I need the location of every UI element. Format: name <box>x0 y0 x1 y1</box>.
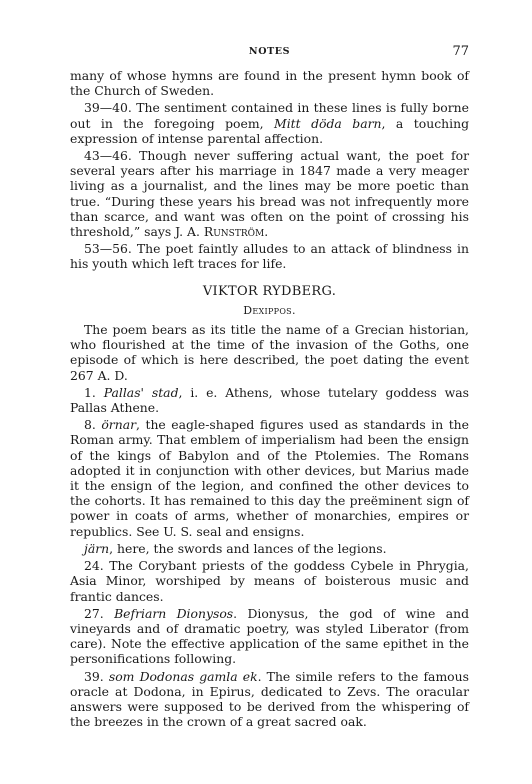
note-lead: 24. <box>84 558 104 574</box>
note-24 <box>70 558 469 604</box>
note-27 <box>70 606 469 667</box>
note-text: Though never suffering actual want, the poet for several years after his marriage in 1847 made a very meager living as a journalist, and the lines may be more poetic than true. “During these years his bread was not infrequently more than scarce, and want was often on the point of crossing his threshold,” says J. A. <box>70 148 469 240</box>
note-text: , here, the swords and lances of the legions. <box>109 540 387 556</box>
page-number: 77 <box>452 44 469 59</box>
note-text: , a touching expression of intense parental affection. <box>70 115 470 146</box>
note-53-56 <box>70 241 469 271</box>
note-39-40 <box>70 100 469 146</box>
note-43-46 <box>70 148 469 239</box>
note-italic: järn <box>84 540 110 556</box>
note-italic: Mitt döda barn <box>274 115 382 131</box>
note-lead: 43—46. <box>84 148 132 164</box>
note-lead: 27. <box>84 605 104 621</box>
section-title: VIKTOR RYDBERG. <box>202 283 337 299</box>
note-jarn <box>70 541 469 556</box>
note-1 <box>70 385 469 415</box>
note-text: The poet faintly alludes to an attack of blindness in his youth which left traces for life. <box>70 241 469 272</box>
author-name: Runström <box>203 224 265 240</box>
note-italic: örnar <box>101 417 137 433</box>
note-lead: 53—56. <box>84 241 132 257</box>
note-text: The sentiment contained in these lines is fully borne out in the foregoing poem, <box>70 100 469 131</box>
paragraph-text: The poem bears as its title the name of a Grecian historian, who flourished at the time of the invasion of the Goths, one episode of which is here described, the poet dating the event 267 A. D. <box>70 322 469 383</box>
section-subtitle: Dexippos. <box>243 303 296 317</box>
note-lead: 39. <box>84 668 104 684</box>
paragraph-text: many of whose hymns are found in the present hymn book of the Church of Sweden. <box>70 68 469 99</box>
note-text: , i. e. Athens, whose tutelary goddess was Pallas Athene. <box>70 384 469 416</box>
note-39 <box>70 669 469 730</box>
note-italic: som Dodonas gamla ek <box>108 668 258 684</box>
note-text: . <box>264 224 269 240</box>
page-body <box>70 68 469 731</box>
running-title: NOTES <box>248 46 291 57</box>
note-lead: 39—40. <box>84 100 132 116</box>
note-text: . The simile refers to the famous oracle at Dodona, in Epirus, dedicated to Zevs. The oracular answers were supposed to be derived from the whispering of the breezes in the crown of a great sacred oak. <box>70 668 469 730</box>
note-text: . Dionysus, the god of wine and vineyards and of dramatic poetry, was styled Liberator (from care). Note the effective application of the same epithet in the personifications following. <box>70 605 470 667</box>
note-italic: Befriarn Dionysos <box>114 605 234 621</box>
note-text: , the eagle-shaped figures used as standards in the Roman army. That emblem of imperialism had been the ensign of the kings of Babylon and of the Ptolemies. The Romans adopted it in conjunction with other devices, but Marius made it the ensign of the legion, and confined the other devices to the cohorts. It has remained to this day the preëminent sign of power in coats of arms, whether of monarchies, empires or republics. See U. S. seal and ensigns. <box>70 417 469 539</box>
paragraph-continued <box>70 68 469 98</box>
note-italic: Pallas' stad <box>103 384 179 400</box>
note-lead: 1. <box>84 384 96 400</box>
intro-paragraph <box>70 322 469 383</box>
note-lead: 8. <box>84 417 96 433</box>
note-text: The Corybant priests of the goddess Cybele in Phrygia, Asia Minor, worshiped by means of boisterous music and frantic dances. <box>70 558 469 604</box>
note-8 <box>70 417 469 539</box>
page-header <box>70 44 469 64</box>
